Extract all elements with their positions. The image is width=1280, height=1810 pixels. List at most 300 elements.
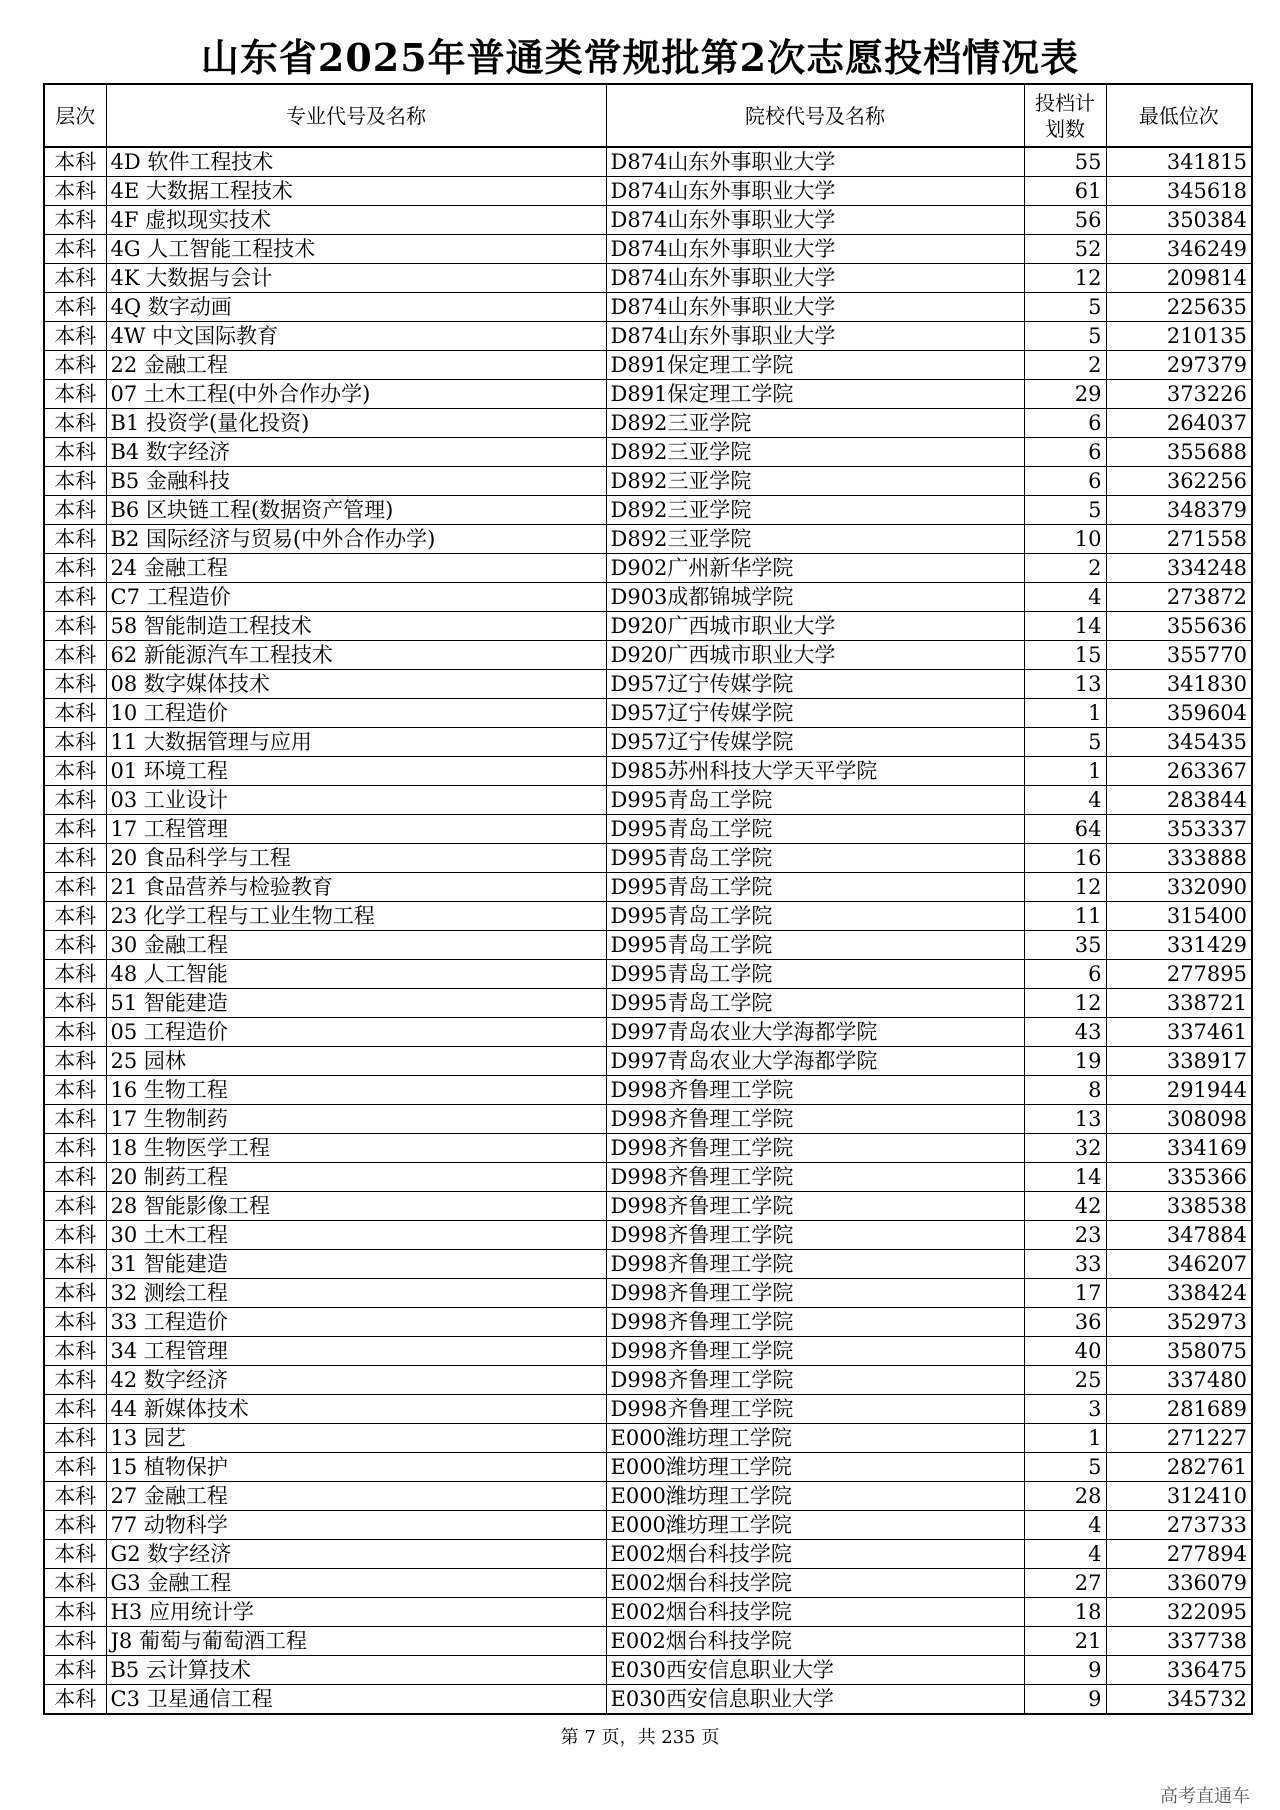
rank-cell: 271558 (1106, 525, 1252, 554)
plan-cell: 4 (1024, 1540, 1106, 1569)
school-cell: D998齐鲁理工学院 (606, 1076, 1024, 1105)
table-row (44, 467, 1252, 496)
table-row (44, 1163, 1252, 1192)
level-cell: 本科 (44, 583, 106, 612)
rank-cell: 345435 (1106, 728, 1252, 757)
school-cell: E002烟台科技学院 (606, 1540, 1024, 1569)
plan-cell: 1 (1024, 757, 1106, 786)
school-cell: D957辽宁传媒学院 (606, 699, 1024, 728)
major-cell: 08 数字媒体技术 (106, 670, 606, 699)
school-cell: D903成都锦城学院 (606, 583, 1024, 612)
plan-cell: 6 (1024, 438, 1106, 467)
table-row (44, 1685, 1252, 1715)
rank-cell: 331429 (1106, 931, 1252, 960)
level-cell: 本科 (44, 409, 106, 438)
plan-cell: 12 (1024, 873, 1106, 902)
table-row (44, 757, 1252, 786)
school-cell: D874山东外事职业大学 (606, 293, 1024, 322)
rank-cell: 263367 (1106, 757, 1252, 786)
rank-cell: 283844 (1106, 786, 1252, 815)
school-cell: D998齐鲁理工学院 (606, 1163, 1024, 1192)
level-cell: 本科 (44, 1221, 106, 1250)
major-cell: 34 工程管理 (106, 1337, 606, 1366)
school-cell: D998齐鲁理工学院 (606, 1337, 1024, 1366)
school-cell: D998齐鲁理工学院 (606, 1192, 1024, 1221)
school-cell: D957辽宁传媒学院 (606, 728, 1024, 757)
major-cell: G3 金融工程 (106, 1569, 606, 1598)
watermark: 高考直通车 (1160, 1786, 1250, 1807)
school-cell: D892三亚学院 (606, 438, 1024, 467)
level-cell: 本科 (44, 844, 106, 873)
table-row (44, 351, 1252, 380)
table-row (44, 583, 1252, 612)
school-cell: D998齐鲁理工学院 (606, 1221, 1024, 1250)
plan-cell: 10 (1024, 525, 1106, 554)
plan-cell: 2 (1024, 554, 1106, 583)
rank-cell: 264037 (1106, 409, 1252, 438)
major-cell: 13 园艺 (106, 1424, 606, 1453)
school-cell: D892三亚学院 (606, 525, 1024, 554)
table-row (44, 1134, 1252, 1163)
table-row (44, 380, 1252, 409)
major-cell: 25 园林 (106, 1047, 606, 1076)
major-cell: 17 生物制药 (106, 1105, 606, 1134)
table-row (44, 1482, 1252, 1511)
plan-cell: 55 (1024, 147, 1106, 177)
table-row (44, 786, 1252, 815)
school-cell: E002烟台科技学院 (606, 1627, 1024, 1656)
rank-cell: 282761 (1106, 1453, 1252, 1482)
level-cell: 本科 (44, 1656, 106, 1685)
plan-cell: 15 (1024, 641, 1106, 670)
plan-cell: 14 (1024, 1163, 1106, 1192)
major-cell: 16 生物工程 (106, 1076, 606, 1105)
table-body (44, 147, 1252, 1714)
table-row (44, 1192, 1252, 1221)
level-cell: 本科 (44, 1163, 106, 1192)
level-cell: 本科 (44, 525, 106, 554)
rank-cell: 341830 (1106, 670, 1252, 699)
rank-cell: 345618 (1106, 177, 1252, 206)
major-cell: 4K 大数据与会计 (106, 264, 606, 293)
school-cell: D891保定理工学院 (606, 351, 1024, 380)
school-cell: D874山东外事职业大学 (606, 264, 1024, 293)
plan-cell: 56 (1024, 206, 1106, 235)
rank-cell: 335366 (1106, 1163, 1252, 1192)
major-cell: 62 新能源汽车工程技术 (106, 641, 606, 670)
header-plan: 投档计划数 (1024, 84, 1106, 147)
table-row (44, 1076, 1252, 1105)
school-cell: D874山东外事职业大学 (606, 177, 1024, 206)
rank-cell: 333888 (1106, 844, 1252, 873)
level-cell: 本科 (44, 1511, 106, 1540)
plan-cell: 5 (1024, 728, 1106, 757)
major-cell: G2 数字经济 (106, 1540, 606, 1569)
level-cell: 本科 (44, 699, 106, 728)
plan-cell: 16 (1024, 844, 1106, 873)
plan-cell: 13 (1024, 1105, 1106, 1134)
plan-cell: 32 (1024, 1134, 1106, 1163)
level-cell: 本科 (44, 1337, 106, 1366)
major-cell: 03 工业设计 (106, 786, 606, 815)
rank-cell: 350384 (1106, 206, 1252, 235)
school-cell: D995青岛工学院 (606, 960, 1024, 989)
major-cell: 11 大数据管理与应用 (106, 728, 606, 757)
major-cell: B4 数字经济 (106, 438, 606, 467)
table-row (44, 1018, 1252, 1047)
school-cell: E000潍坊理工学院 (606, 1453, 1024, 1482)
major-cell: 20 制药工程 (106, 1163, 606, 1192)
table-row (44, 1424, 1252, 1453)
school-cell: D995青岛工学院 (606, 989, 1024, 1018)
major-cell: 31 智能建造 (106, 1250, 606, 1279)
major-cell: 42 数字经济 (106, 1366, 606, 1395)
plan-cell: 42 (1024, 1192, 1106, 1221)
table-row (44, 235, 1252, 264)
plan-cell: 14 (1024, 612, 1106, 641)
plan-cell: 25 (1024, 1366, 1106, 1395)
level-cell: 本科 (44, 438, 106, 467)
plan-cell: 13 (1024, 670, 1106, 699)
major-cell: 4G 人工智能工程技术 (106, 235, 606, 264)
table-row (44, 612, 1252, 641)
plan-cell: 6 (1024, 409, 1106, 438)
rank-cell: 281689 (1106, 1395, 1252, 1424)
level-cell: 本科 (44, 1598, 106, 1627)
school-cell: E030西安信息职业大学 (606, 1656, 1024, 1685)
table-row (44, 1569, 1252, 1598)
school-cell: D995青岛工学院 (606, 815, 1024, 844)
major-cell: 05 工程造价 (106, 1018, 606, 1047)
school-cell: D874山东外事职业大学 (606, 235, 1024, 264)
plan-cell: 35 (1024, 931, 1106, 960)
school-cell: D892三亚学院 (606, 496, 1024, 525)
rank-cell: 336079 (1106, 1569, 1252, 1598)
admission-table (43, 83, 1253, 1715)
plan-cell: 12 (1024, 989, 1106, 1018)
table-row (44, 844, 1252, 873)
table-row (44, 1511, 1252, 1540)
table-row (44, 1250, 1252, 1279)
plan-cell: 5 (1024, 496, 1106, 525)
school-cell: E002烟台科技学院 (606, 1569, 1024, 1598)
school-cell: D985苏州科技大学天平学院 (606, 757, 1024, 786)
level-cell: 本科 (44, 757, 106, 786)
plan-cell: 5 (1024, 293, 1106, 322)
major-cell: 22 金融工程 (106, 351, 606, 380)
plan-cell: 5 (1024, 1453, 1106, 1482)
major-cell: 07 土木工程(中外合作办学) (106, 380, 606, 409)
rank-cell: 322095 (1106, 1598, 1252, 1627)
major-cell: 28 智能影像工程 (106, 1192, 606, 1221)
school-cell: D998齐鲁理工学院 (606, 1279, 1024, 1308)
level-cell: 本科 (44, 1685, 106, 1715)
school-cell: D874山东外事职业大学 (606, 147, 1024, 177)
plan-cell: 6 (1024, 467, 1106, 496)
major-cell: 77 动物科学 (106, 1511, 606, 1540)
rank-cell: 332090 (1106, 873, 1252, 902)
table-row (44, 264, 1252, 293)
plan-cell: 1 (1024, 699, 1106, 728)
major-cell: 4E 大数据工程技术 (106, 177, 606, 206)
rank-cell: 337480 (1106, 1366, 1252, 1395)
major-cell: 58 智能制造工程技术 (106, 612, 606, 641)
rank-cell: 347884 (1106, 1221, 1252, 1250)
table-row (44, 177, 1252, 206)
major-cell: 24 金融工程 (106, 554, 606, 583)
rank-cell: 359604 (1106, 699, 1252, 728)
major-cell: 33 工程造价 (106, 1308, 606, 1337)
rank-cell: 348379 (1106, 496, 1252, 525)
table-row (44, 206, 1252, 235)
school-cell: D995青岛工学院 (606, 931, 1024, 960)
plan-cell: 43 (1024, 1018, 1106, 1047)
plan-cell: 28 (1024, 1482, 1106, 1511)
table-row (44, 496, 1252, 525)
level-cell: 本科 (44, 728, 106, 757)
school-cell: D998齐鲁理工学院 (606, 1105, 1024, 1134)
level-cell: 本科 (44, 1308, 106, 1337)
level-cell: 本科 (44, 147, 106, 177)
rank-cell: 337461 (1106, 1018, 1252, 1047)
level-cell: 本科 (44, 264, 106, 293)
major-cell: 01 环境工程 (106, 757, 606, 786)
school-cell: E002烟台科技学院 (606, 1598, 1024, 1627)
table-row (44, 902, 1252, 931)
level-cell: 本科 (44, 1047, 106, 1076)
rank-cell: 362256 (1106, 467, 1252, 496)
major-cell: 4F 虚拟现实技术 (106, 206, 606, 235)
plan-cell: 33 (1024, 1250, 1106, 1279)
major-cell: C3 卫星通信工程 (106, 1685, 606, 1715)
rank-cell: 353337 (1106, 815, 1252, 844)
major-cell: 51 智能建造 (106, 989, 606, 1018)
plan-cell: 29 (1024, 380, 1106, 409)
rank-cell: 334248 (1106, 554, 1252, 583)
school-cell: D998齐鲁理工学院 (606, 1134, 1024, 1163)
level-cell: 本科 (44, 1105, 106, 1134)
major-cell: 32 测绘工程 (106, 1279, 606, 1308)
level-cell: 本科 (44, 1366, 106, 1395)
rank-cell: 352973 (1106, 1308, 1252, 1337)
school-cell: D995青岛工学院 (606, 844, 1024, 873)
level-cell: 本科 (44, 815, 106, 844)
level-cell: 本科 (44, 1134, 106, 1163)
major-cell: 17 工程管理 (106, 815, 606, 844)
major-cell: 15 植物保护 (106, 1453, 606, 1482)
plan-cell: 11 (1024, 902, 1106, 931)
table-row (44, 989, 1252, 1018)
level-cell: 本科 (44, 1192, 106, 1221)
rank-cell: 334169 (1106, 1134, 1252, 1163)
level-cell: 本科 (44, 380, 106, 409)
level-cell: 本科 (44, 612, 106, 641)
rank-cell: 338538 (1106, 1192, 1252, 1221)
header-school: 院校代号及名称 (606, 84, 1024, 147)
plan-cell: 6 (1024, 960, 1106, 989)
table-row (44, 1308, 1252, 1337)
major-cell: H3 应用统计学 (106, 1598, 606, 1627)
school-cell: D957辽宁传媒学院 (606, 670, 1024, 699)
plan-cell: 23 (1024, 1221, 1106, 1250)
rank-cell: 271227 (1106, 1424, 1252, 1453)
level-cell: 本科 (44, 293, 106, 322)
table-row (44, 525, 1252, 554)
school-cell: D874山东外事职业大学 (606, 322, 1024, 351)
rank-cell: 273733 (1106, 1511, 1252, 1540)
major-cell: 48 人工智能 (106, 960, 606, 989)
school-cell: D892三亚学院 (606, 467, 1024, 496)
table-row (44, 293, 1252, 322)
rank-cell: 338721 (1106, 989, 1252, 1018)
table-row (44, 670, 1252, 699)
table-row (44, 728, 1252, 757)
level-cell: 本科 (44, 1018, 106, 1047)
plan-cell: 5 (1024, 322, 1106, 351)
major-cell: 30 土木工程 (106, 1221, 606, 1250)
level-cell: 本科 (44, 989, 106, 1018)
rank-cell: 337738 (1106, 1627, 1252, 1656)
school-cell: E000潍坊理工学院 (606, 1511, 1024, 1540)
rank-cell: 338917 (1106, 1047, 1252, 1076)
table-row (44, 1395, 1252, 1424)
major-cell: 27 金融工程 (106, 1482, 606, 1511)
plan-cell: 19 (1024, 1047, 1106, 1076)
level-cell: 本科 (44, 902, 106, 931)
major-cell: 44 新媒体技术 (106, 1395, 606, 1424)
plan-cell: 8 (1024, 1076, 1106, 1105)
major-cell: 4Q 数字动画 (106, 293, 606, 322)
level-cell: 本科 (44, 1250, 106, 1279)
plan-cell: 18 (1024, 1598, 1106, 1627)
school-cell: D995青岛工学院 (606, 902, 1024, 931)
table-row (44, 1598, 1252, 1627)
table-row (44, 1105, 1252, 1134)
level-cell: 本科 (44, 670, 106, 699)
plan-cell: 2 (1024, 351, 1106, 380)
plan-cell: 52 (1024, 235, 1106, 264)
major-cell: 4D 软件工程技术 (106, 147, 606, 177)
table-row (44, 1047, 1252, 1076)
plan-cell: 4 (1024, 1511, 1106, 1540)
level-cell: 本科 (44, 1569, 106, 1598)
school-cell: D998齐鲁理工学院 (606, 1395, 1024, 1424)
table-row (44, 873, 1252, 902)
level-cell: 本科 (44, 1076, 106, 1105)
school-cell: D995青岛工学院 (606, 786, 1024, 815)
level-cell: 本科 (44, 1482, 106, 1511)
table-row (44, 641, 1252, 670)
rank-cell: 355770 (1106, 641, 1252, 670)
major-cell: C7 工程造价 (106, 583, 606, 612)
school-cell: D997青岛农业大学海都学院 (606, 1047, 1024, 1076)
rank-cell: 210135 (1106, 322, 1252, 351)
plan-cell: 27 (1024, 1569, 1106, 1598)
level-cell: 本科 (44, 467, 106, 496)
rank-cell: 336475 (1106, 1656, 1252, 1685)
plan-cell: 12 (1024, 264, 1106, 293)
school-cell: E030西安信息职业大学 (606, 1685, 1024, 1715)
rank-cell: 308098 (1106, 1105, 1252, 1134)
major-cell: 4W 中文国际教育 (106, 322, 606, 351)
level-cell: 本科 (44, 351, 106, 380)
table-row (44, 931, 1252, 960)
table-row (44, 815, 1252, 844)
school-cell: D874山东外事职业大学 (606, 206, 1024, 235)
major-cell: B5 云计算技术 (106, 1656, 606, 1685)
plan-cell: 61 (1024, 177, 1106, 206)
level-cell: 本科 (44, 1395, 106, 1424)
plan-cell: 21 (1024, 1627, 1106, 1656)
plan-cell: 36 (1024, 1308, 1106, 1337)
level-cell: 本科 (44, 873, 106, 902)
plan-cell: 4 (1024, 786, 1106, 815)
school-cell: D998齐鲁理工学院 (606, 1308, 1024, 1337)
table-row (44, 1627, 1252, 1656)
table-row (44, 1656, 1252, 1685)
major-cell: 21 食品营养与检验教育 (106, 873, 606, 902)
major-cell: 20 食品科学与工程 (106, 844, 606, 873)
rank-cell: 358075 (1106, 1337, 1252, 1366)
header-rank: 最低位次 (1106, 84, 1252, 147)
major-cell: J8 葡萄与葡萄酒工程 (106, 1627, 606, 1656)
table-row (44, 1366, 1252, 1395)
level-cell: 本科 (44, 786, 106, 815)
level-cell: 本科 (44, 1279, 106, 1308)
plan-cell: 9 (1024, 1656, 1106, 1685)
school-cell: D891保定理工学院 (606, 380, 1024, 409)
rank-cell: 273872 (1106, 583, 1252, 612)
header-major: 专业代号及名称 (106, 84, 606, 147)
level-cell: 本科 (44, 960, 106, 989)
table-row (44, 1337, 1252, 1366)
plan-cell: 64 (1024, 815, 1106, 844)
major-cell: 23 化学工程与工业生物工程 (106, 902, 606, 931)
level-cell: 本科 (44, 206, 106, 235)
level-cell: 本科 (44, 554, 106, 583)
header-level: 层次 (44, 84, 106, 147)
school-cell: D892三亚学院 (606, 409, 1024, 438)
level-cell: 本科 (44, 931, 106, 960)
school-cell: D920广西城市职业大学 (606, 641, 1024, 670)
plan-cell: 40 (1024, 1337, 1106, 1366)
level-cell: 本科 (44, 641, 106, 670)
table-row (44, 1540, 1252, 1569)
rank-cell: 277895 (1106, 960, 1252, 989)
table-header-row (44, 84, 1252, 147)
rank-cell: 297379 (1106, 351, 1252, 380)
table-row (44, 322, 1252, 351)
major-cell: B1 投资学(量化投资) (106, 409, 606, 438)
rank-cell: 341815 (1106, 147, 1252, 177)
school-cell: E000潍坊理工学院 (606, 1482, 1024, 1511)
rank-cell: 277894 (1106, 1540, 1252, 1569)
rank-cell: 312410 (1106, 1482, 1252, 1511)
table-row (44, 1221, 1252, 1250)
major-cell: B5 金融科技 (106, 467, 606, 496)
plan-cell: 17 (1024, 1279, 1106, 1308)
rank-cell: 338424 (1106, 1279, 1252, 1308)
rank-cell: 373226 (1106, 380, 1252, 409)
school-cell: D998齐鲁理工学院 (606, 1366, 1024, 1395)
major-cell: 10 工程造价 (106, 699, 606, 728)
table-row (44, 699, 1252, 728)
school-cell: D998齐鲁理工学院 (606, 1250, 1024, 1279)
level-cell: 本科 (44, 496, 106, 525)
major-cell: 18 生物医学工程 (106, 1134, 606, 1163)
rank-cell: 209814 (1106, 264, 1252, 293)
table-row (44, 438, 1252, 467)
